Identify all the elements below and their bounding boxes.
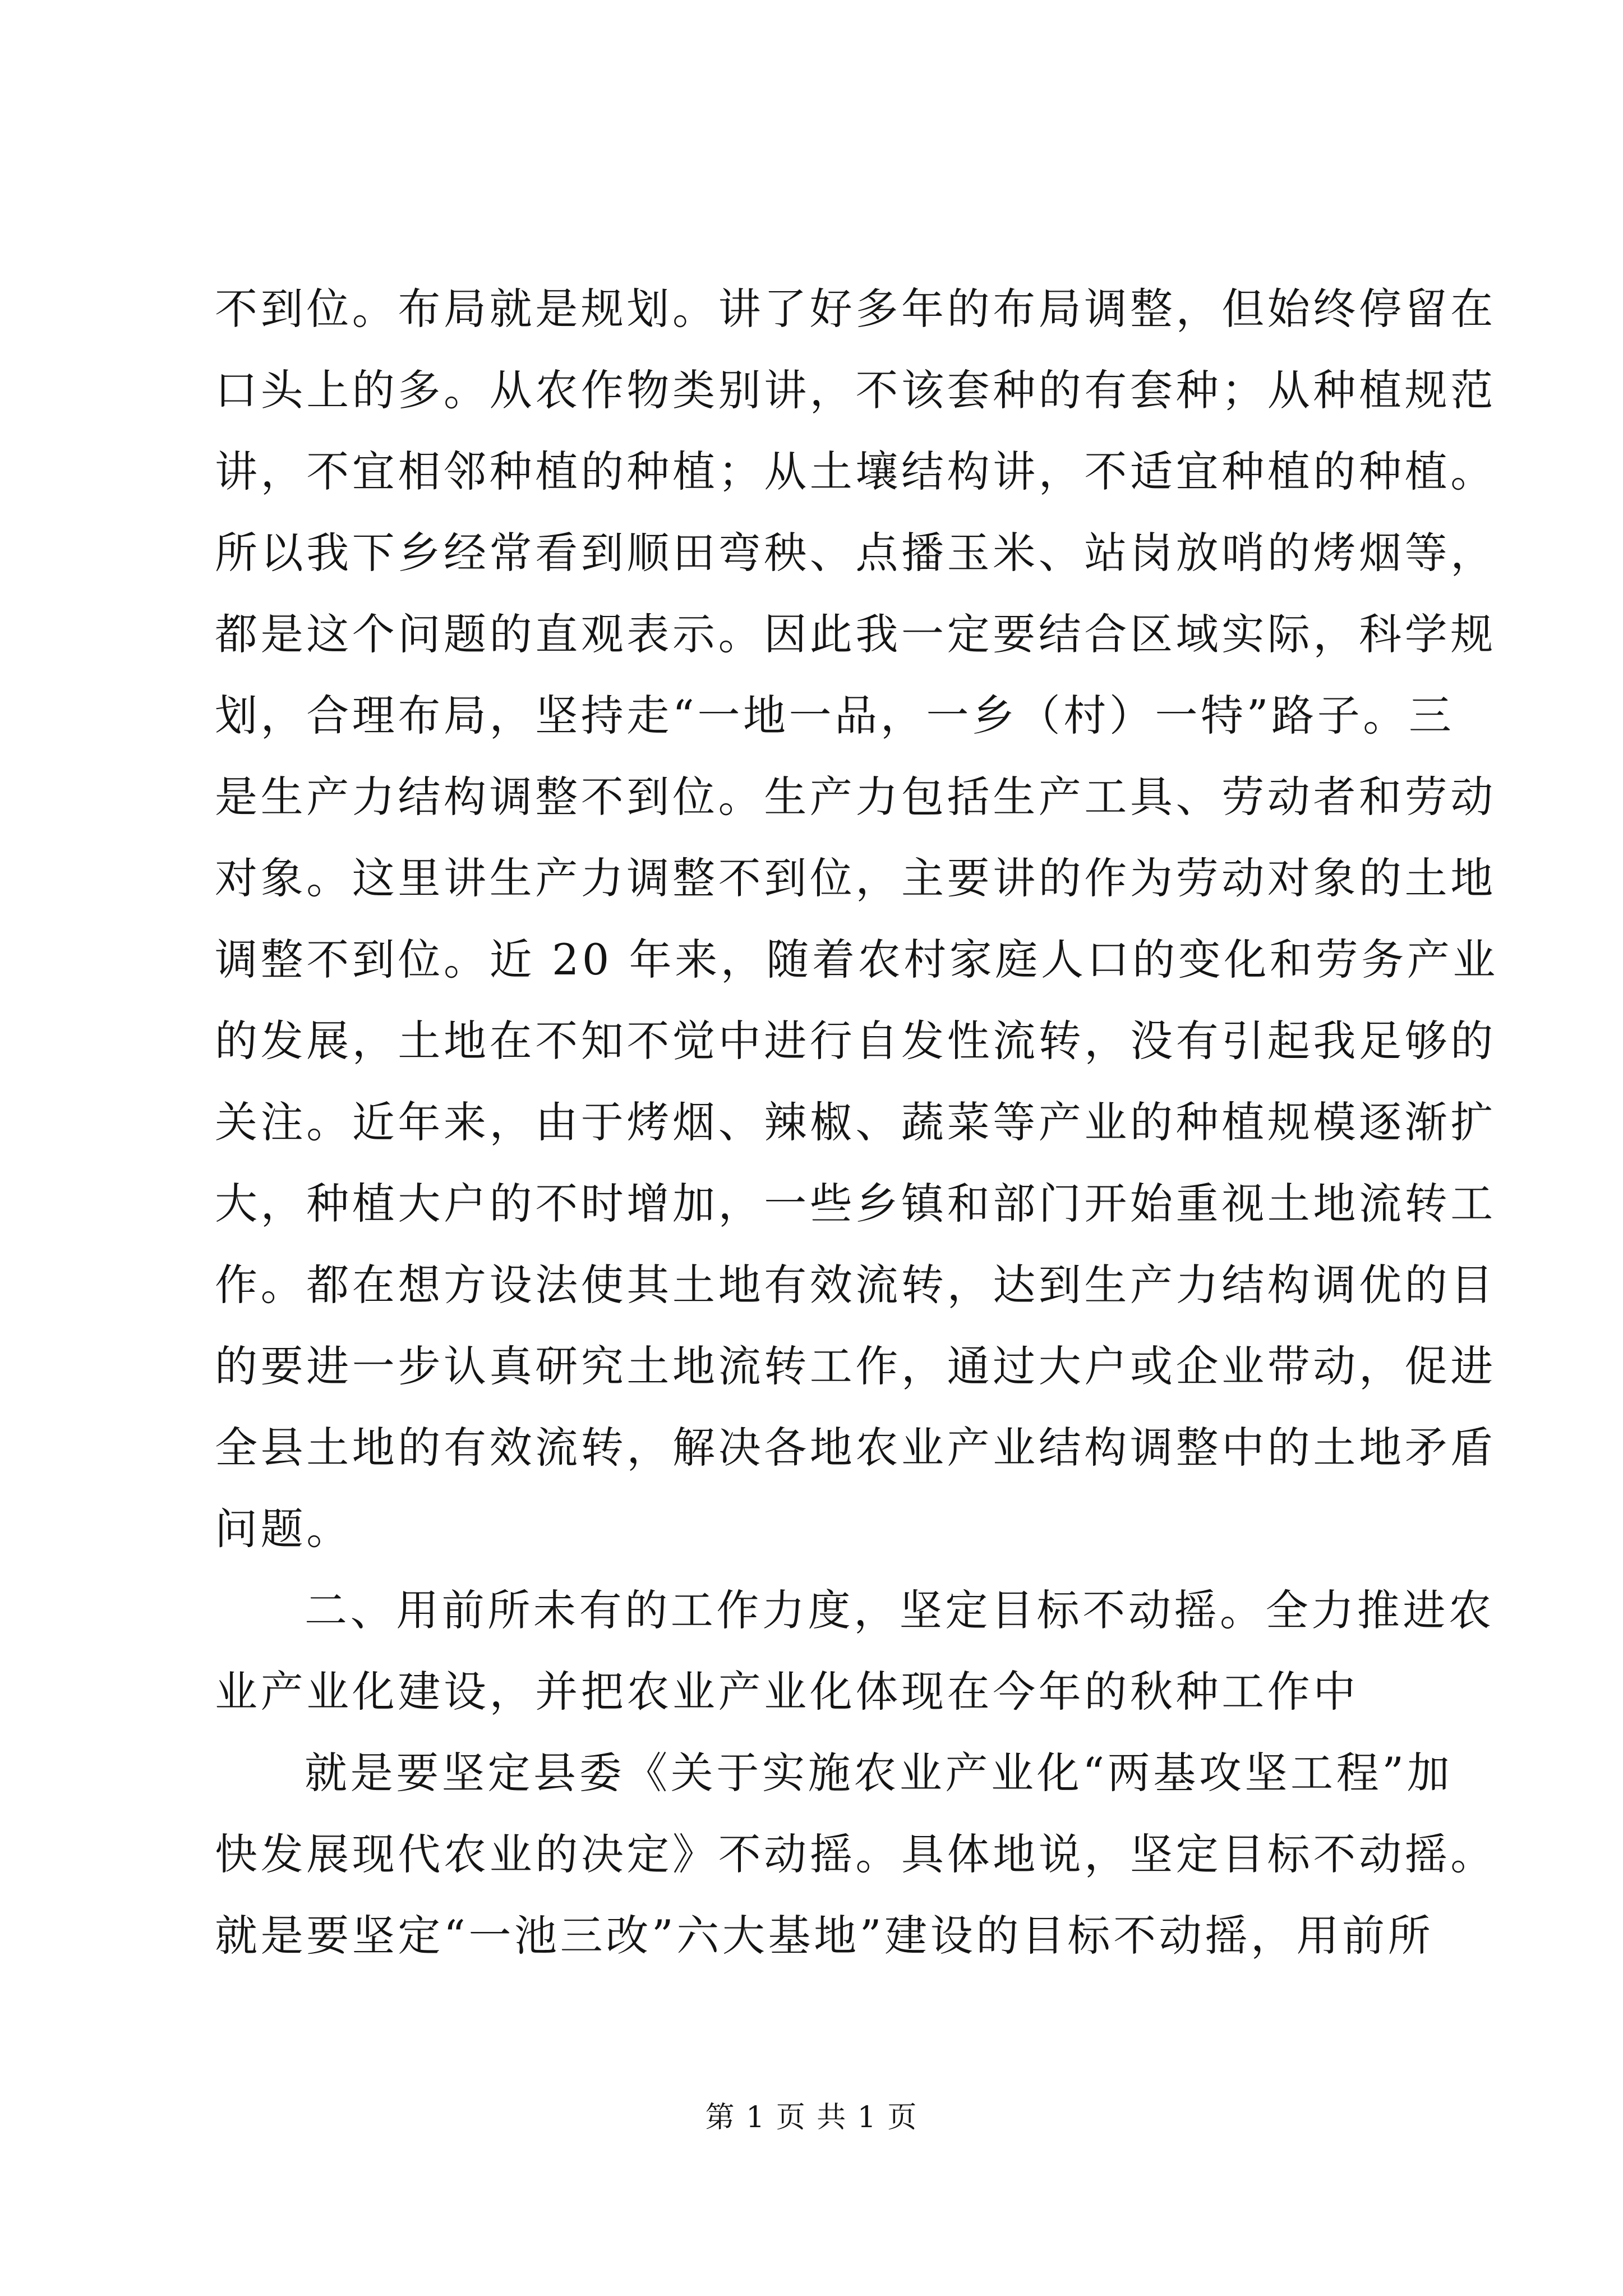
text-line: 快发展现代农业的决定》不动摇。具体地说，坚定目标不动摇。	[215, 1829, 1496, 1879]
text-line: 口头上的多。从农作物类别讲，不该套种的有套种；从种植规范	[215, 365, 1496, 415]
text-line: 是生产力结构调整不到位。生产力包括生产工具、劳动者和劳动	[215, 772, 1496, 822]
text-line: 都是这个问题的直观表示。因此我一定要结合区域实际，科学规	[215, 609, 1496, 659]
text-line: 关注。近年来，由于烤烟、辣椒、蔬菜等产业的种植规模逐渐扩	[215, 1097, 1496, 1147]
text-line: 所以我下乡经常看到顺田弯秧、点播玉米、站岗放哨的烤烟等，	[215, 528, 1496, 578]
page-footer: 第 1 页 共 1 页	[705, 2101, 918, 2134]
paragraph-start-line: 就是要坚定县委《关于实施农业产业化“两基攻坚工程”加	[305, 1748, 1453, 1798]
text-line: 调整不到位。近 20 年来，随着农村家庭人口的变化和劳务产业	[215, 935, 1499, 984]
text-line: 大，种植大户的不时增加，一些乡镇和部门开始重视土地流转工	[215, 1179, 1496, 1228]
document-body	[215, 268, 1499, 1976]
text-line: 业产业化建设，并把农业产业化体现在今年的秋种工作中	[215, 1667, 1359, 1717]
text-line: 讲，不宜相邻种植的种植；从土壤结构讲，不适宜种植的种植。	[215, 447, 1496, 496]
text-line: 对象。这里讲生产力调整不到位，主要讲的作为劳动对象的土地	[215, 853, 1496, 903]
text-line: 作。都在想方设法使其土地有效流转，达到生产力结构调优的目	[215, 1260, 1496, 1310]
text-line: 划，合理布局，坚持走“一地一品，一乡（村）一特”路子。三	[215, 691, 1455, 740]
text-line: 的发展，土地在不知不觉中进行自发性流转，没有引起我足够的	[215, 1016, 1496, 1066]
text-line: 不到位。布局就是规划。讲了好多年的布局调整，但始终停留在	[215, 284, 1496, 334]
text-line: 问题。	[215, 1504, 352, 1554]
text-line: 就是要坚定“一池三改”六大基地”建设的目标不动摇，用前所	[215, 1911, 1434, 1961]
text-line: 全县土地的有效流转，解决各地农业产业结构调整中的土地矛盾	[215, 1423, 1496, 1473]
text-line: 的要进一步认真研究土地流转工作，通过大户或企业带动，促进	[215, 1341, 1496, 1391]
paragraph-heading-line: 二、用前所未有的工作力度，坚定目标不动摇。全力推进农	[305, 1585, 1495, 1635]
